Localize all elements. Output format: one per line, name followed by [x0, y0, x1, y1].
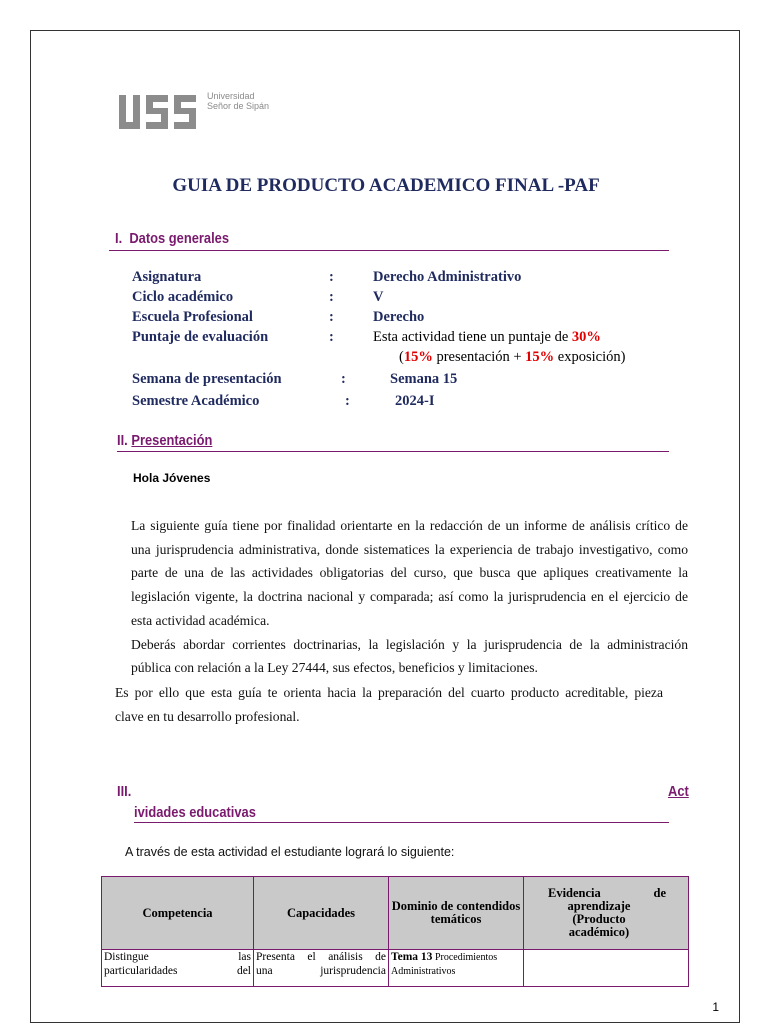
semestre-value: 2024-I	[395, 393, 435, 409]
section-2-title: Presentación	[131, 432, 213, 449]
cell-text: el	[307, 951, 316, 963]
colon: :	[329, 309, 334, 325]
puntaje-value	[373, 329, 601, 346]
section-2-number: II.	[117, 432, 128, 449]
cell-text: una	[256, 965, 273, 977]
cell-text: Distingue	[104, 951, 149, 963]
section-1-number: I.	[115, 230, 123, 247]
colon: :	[341, 371, 346, 387]
table-row	[102, 950, 689, 987]
section-3-title-end: Act	[668, 783, 689, 800]
cell-competencia	[102, 950, 254, 987]
cell-text-bold: Tema 13	[391, 951, 433, 963]
header-evidencia-word: Evidencia	[548, 886, 601, 900]
asignatura-value: Derecho Administrativo	[373, 269, 522, 285]
cell-text: Procedimientos	[432, 952, 498, 963]
semana-value: Semana 15	[390, 371, 458, 387]
paragraph-1-line: La siguiente guía tiene por finalidad orientarte en la redacción de un informe de análisis crítico de	[131, 518, 688, 533]
cell-text: las	[238, 951, 251, 963]
cell-text: del	[236, 965, 251, 977]
paren-open: (	[399, 349, 404, 365]
section-2-rule	[117, 451, 669, 452]
uss-logo-icon	[119, 91, 199, 131]
semana-label: Semana de presentación	[132, 371, 282, 387]
intro-text: A través de esta actividad el estudiante logrará lo siguiente:	[125, 845, 455, 859]
cell-text: Administrativos	[391, 966, 456, 977]
header-competencia: Competencia	[102, 877, 254, 950]
paragraph-3	[115, 681, 663, 728]
puntaje-total: 30%	[571, 329, 601, 345]
section-3-title: ividades educativas	[134, 804, 256, 821]
semestre-label: Semestre Académico	[132, 393, 260, 409]
paragraph-2-line: Deberás abordar corrientes doctrinarias, la legislación y la jurisprudencia de la administración	[131, 636, 688, 652]
cell-text: particularidades	[104, 965, 178, 977]
section-1-title: Datos generales	[129, 230, 230, 247]
puntaje-exposicion: 15%	[525, 349, 555, 365]
colon: :	[329, 289, 334, 305]
header-dominio: Dominio de contendidos temáticos	[389, 877, 524, 950]
colon: :	[329, 329, 334, 345]
document-title: GUIA DE PRODUCTO ACADEMICO FINAL -PAF	[172, 175, 600, 196]
section-1-rule	[109, 250, 669, 251]
paragraph-2-line: pública con relación a la Ley 27444, sus efectos, beneficios y limitaciones.	[131, 660, 538, 676]
section-3-number: III.	[117, 783, 132, 800]
paragraph-3-line: clave en tu desarrollo profesional.	[115, 708, 300, 724]
section-2-heading	[117, 432, 212, 449]
escuela-value: Derecho	[373, 309, 425, 325]
document-page	[30, 30, 740, 1023]
ciclo-value: V	[373, 289, 384, 305]
competency-table	[101, 876, 689, 987]
asignatura-label: Asignatura	[132, 269, 202, 285]
header-evidencia-rest: aprendizaje (Producto académico)	[567, 899, 631, 939]
university-logo	[119, 91, 319, 146]
puntaje-text: Esta actividad tiene un puntaje de	[373, 329, 572, 345]
colon: :	[329, 269, 334, 285]
colon: :	[345, 393, 350, 409]
cell-text: Presenta	[256, 951, 295, 963]
header-evidencia	[524, 877, 689, 950]
logo-text	[207, 91, 269, 111]
section-1-heading	[115, 230, 229, 247]
cell-evidencia	[524, 950, 689, 987]
paragraph-1-line: parte de una de las actividades obligatorias del curso, que busca que apliques creativamente la	[131, 565, 688, 581]
paragraph-1-line: legislación vigente, la doctrina nacional y comparada; así como la jurisprudencia en el ejercicio de	[131, 589, 688, 605]
presentacion-text: presentación +	[432, 349, 526, 365]
paragraph-1-line: esta actividad académica.	[131, 612, 270, 628]
paragraph-1-line: una jurisprudencia administrativa, donde sistematices la experiencia de trabajo investigativo, como	[131, 541, 688, 557]
section-3-rule	[134, 822, 669, 823]
cell-capacidades	[254, 950, 389, 987]
puntaje-breakdown	[399, 349, 625, 366]
cell-text: de	[375, 951, 386, 963]
logo-line-2: Señor de Sipán	[207, 101, 270, 111]
paragraph-3-line: Es por ello que esta guía te orienta hacia la preparación del cuarto producto acreditable, pieza	[115, 685, 663, 700]
header-capacidades: Capacidades	[254, 877, 389, 950]
puntaje-label: Puntaje de evaluación	[132, 329, 269, 345]
greeting: Hola Jóvenes	[133, 471, 211, 485]
header-evidencia-de: de	[653, 886, 666, 900]
logo-line-1: Universidad	[207, 91, 255, 101]
escuela-label: Escuela Profesional	[132, 309, 253, 325]
cell-dominio	[389, 950, 524, 987]
exposicion-text: exposición)	[554, 349, 626, 365]
ciclo-label: Ciclo académico	[132, 289, 234, 305]
table-header-row	[102, 877, 689, 950]
puntaje-presentacion: 15%	[403, 349, 433, 365]
cell-text: jurisprudencia	[320, 965, 386, 977]
page-number: 1	[712, 1000, 719, 1014]
paragraph-1	[131, 514, 688, 680]
cell-text: análisis	[328, 951, 363, 963]
